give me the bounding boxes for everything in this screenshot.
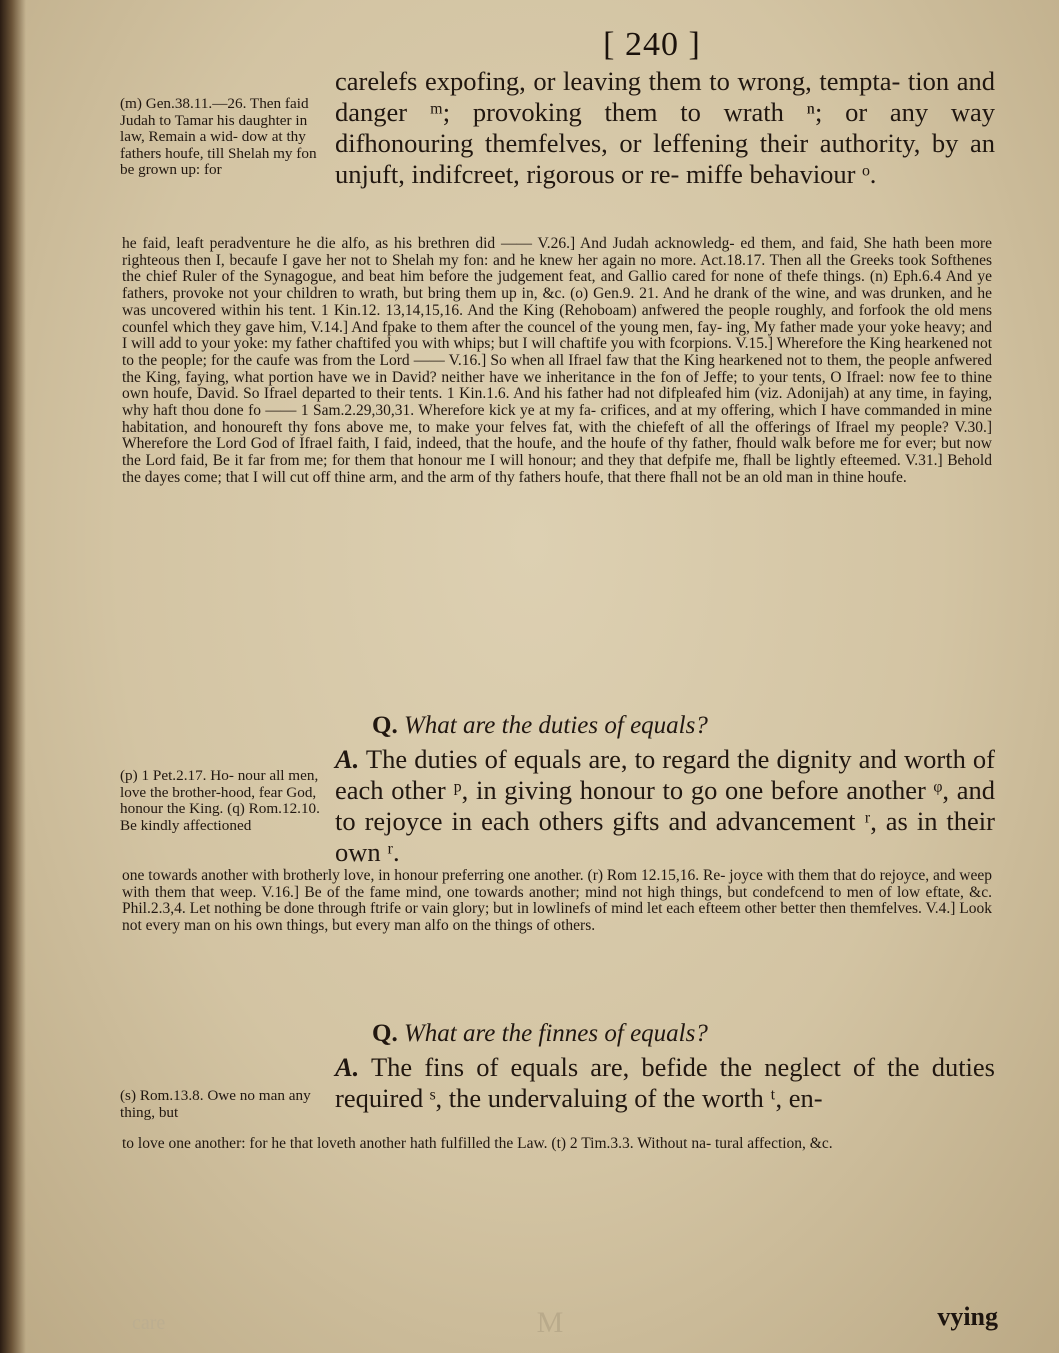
question-text: What are the finnes of equals? — [403, 1020, 708, 1047]
question-heading-duties — [372, 712, 932, 740]
question-text: What are the duties of equals? — [403, 712, 708, 739]
answer-letter: A. — [335, 744, 360, 774]
footnote-2: one towards another with brotherly love, in honour preferring one another. (r) Rom 12.15,16. Re- joyce with them that do rejoyce, and weep with them that weep. V.16.] Be of the fame mind, one towards another; mind not high things, but condefcend to men of low eftate, &c. Phil.2.3,4. Let nothing be done through ftrife or vain glory; but in lowlinefs of mind let each efteem other better then themfelves. V.4.] Look not every man on his own things, but every man alfo on the things of others. — [122, 867, 992, 935]
footnote-1: he faid, leaft peradventure he die alfo, as his brethren did —— V.26.] And Judah acknowledg- ed them, and faid, She hath been more righteous then I, becaufe I gave her not to Shelah my fon: and he knew her again no more. Act.18.17. Then all the Greeks took Softhenes the chief Ruler of the Synagogue, and beat him before the judgement feat, and Gallio cared for none of thefe things. (n) Eph.6.4 And ye fathers, provoke not your children to wrath, but bring them up in, &c. (o) Gen.9. 21. And he drank of the wine, and was drunken, and he was uncovered within his tent. 1 Kin.12. 13,14,15,16. And the King (Rehoboam) anfwered the people roughly, and forfook the old mens counfel which they gave him, V.14.] And fpake to them after the councel of the young men, fay- ing, My father made your yoke heavy; and I will add to your yoke: my father chaftifed you with whips; but I will chaftife you with fcorpions. V.15.] Wherefore the King hearkened not to the people; for the caufe was from the Lord —— V.16.] So when all Ifrael faw that the King hearkened not to them, the people anfwered the King, faying, what portion have we in David? neither have we inheritance in the fon of Jeffe; to your tents, O Ifrael: now fee to thine own houfe, David. So Ifrael departed to their tents. 1 Kin.1.6. And his father had not difpleafed him (viz. Adonijah) at any time, in faying, why haft thou done fo —— 1 Sam.2.29,30,31. Wherefore kick ye at my fa- crifices, and at my offering, which I have commanded in mine habitation, and honoureft thy fons above me, to make your felves fat, with the chiefeft of all the offerings of Ifrael my people? V.30.] Wherefore the Lord God of Ifrael faith, I faid, indeed, that the houfe, and the houfe of thy father, fhould walk before me for ever; but now the Lord faid, Be it far from me; for them that honour me I will honour; and they that defpife me, fhall be lightly efteemed. V.31.] Behold the dayes come; that I will cut off thine arm, and the arm of thy fathers houfe, that there fhall not be an old man in thine houfe. — [122, 235, 992, 486]
side-note-2: (p) 1 Pet.2.17. Ho- nour all men, love the brother-hood, fear God, honour the King. (q) Rom.12.10. Be kindly affectioned — [120, 767, 320, 834]
main-text-1: carelefs expofing, or leaving them to wrong, tempta- tion and danger ᵐ; provoking them to wrath ⁿ; or any way difhonouring themfelves, or leffening their authority, by an unjuft, indifcreet, rigorous or re- miffe behaviour ᵒ. — [335, 66, 995, 189]
answer-letter: A. — [335, 1052, 360, 1082]
answer-duties — [335, 744, 995, 868]
footnote-3: to love one another: for he that loveth another hath fulfilled the Law. (t) 2 Tim.3.3. Without na- tural affection, &c. — [122, 1135, 833, 1152]
signature-mark: M — [536, 1306, 564, 1339]
answer-text: The duties of equals are, to regard the dignity and worth of each other ᵖ, in giving honour to go one before another ᵠ, and to rejoyce in each others gifts and advancement ʳ, as in their own ʳ. — [335, 744, 995, 867]
answer-text: The fins of equals are, befide the neglect of the duties required ˢ, the undervaluing of the worth ᵗ, en- — [335, 1052, 995, 1113]
question-letter: Q. — [372, 1020, 398, 1047]
bleed-through-text: care — [132, 1312, 166, 1334]
catchword: vying — [937, 1302, 998, 1331]
side-note-3: (s) Rom.13.8. Owe no man any thing, but — [120, 1087, 311, 1121]
side-note-1: (m) Gen.38.11.—26. Then faid Judah to Tamar his daughter in law, Remain a wid- dow at thy fathers houfe, till Shelah my fon be grown up: for — [120, 95, 317, 179]
question-heading-sins — [372, 1020, 932, 1048]
question-letter: Q. — [372, 712, 398, 739]
answer-sins — [335, 1052, 995, 1122]
gutter-shadow — [0, 0, 26, 1353]
page-number: [ 240 ] — [603, 26, 701, 63]
